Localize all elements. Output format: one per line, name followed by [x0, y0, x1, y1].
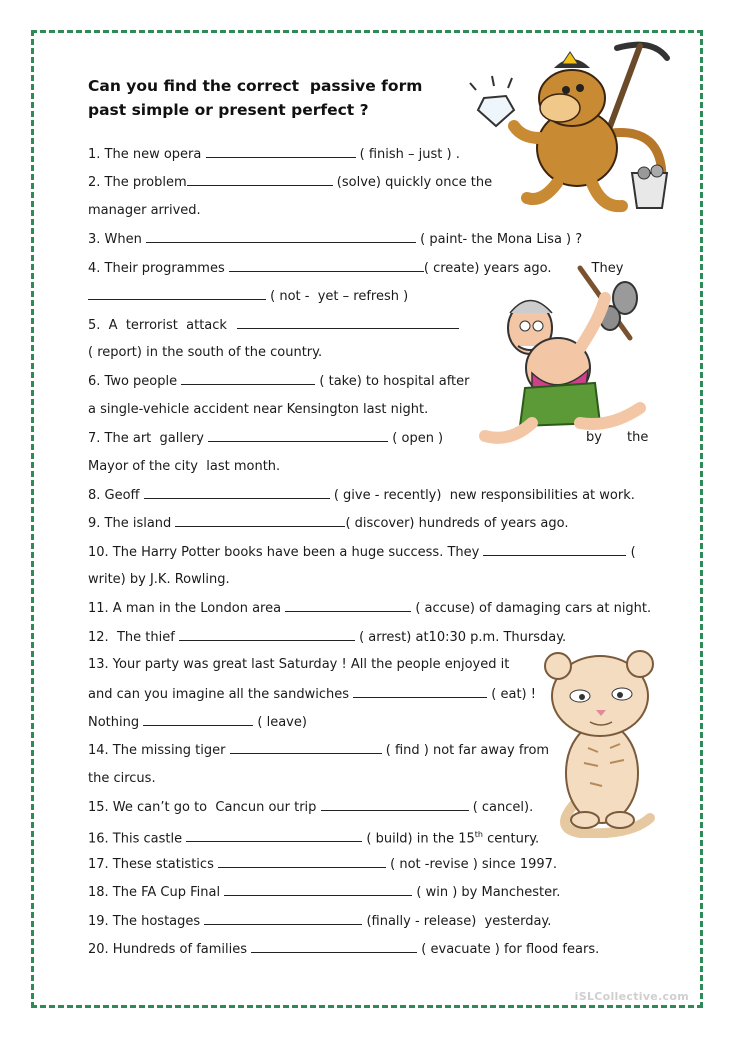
exercise-item-5: 5. A terrorist attack [88, 316, 459, 335]
exercise-item-10-cont: write) by J.K. Rowling. [88, 572, 230, 587]
exercise-item-3: 3. When ( paint- the Mona Lisa ) ? [88, 232, 583, 247]
title-line-2: past simple or present perfect ? [88, 101, 369, 119]
exercise-item-10: 10. The Harry Potter books have been a huge success. They ( [88, 545, 636, 560]
exercise-item-4-cont: ( not - yet – refresh ) [88, 287, 408, 306]
exercise-item-1: 1. The new opera ( finish – just ) . [88, 147, 460, 162]
answer-blank[interactable] [175, 514, 345, 527]
answer-blank[interactable] [353, 685, 487, 698]
exercise-item-11: 11. A man in the London area ( accuse) of damaging cars at night. [88, 601, 652, 616]
exercise-item-13: 13. Your party was great last Saturday ! All the people enjoyed it [88, 657, 510, 672]
answer-blank[interactable] [179, 628, 355, 641]
exercise-item-14: 14. The missing tiger ( find ) not far away from [88, 743, 550, 758]
exercise-item-14-cont: the circus. [88, 771, 156, 786]
answer-blank[interactable] [224, 883, 412, 896]
caveman-illustration [470, 258, 670, 458]
answer-blank[interactable] [181, 372, 315, 385]
answer-blank[interactable] [285, 599, 411, 612]
answer-blank[interactable] [218, 855, 386, 868]
answer-blank[interactable] [204, 912, 362, 925]
answer-blank[interactable] [88, 287, 266, 300]
exercise-item-6-cont: a single-vehicle accident near Kensington last night. [88, 402, 429, 417]
exercise-item-9: 9. The island ( discover) hundreds of years ago. [88, 516, 569, 531]
answer-blank[interactable] [321, 798, 469, 811]
answer-blank[interactable] [208, 429, 388, 442]
answer-blank[interactable] [146, 230, 416, 243]
exercise-item-2: 2. The problem (solve) quickly once the [88, 175, 493, 190]
exercise-item-7-by: by [586, 430, 602, 445]
answer-blank[interactable] [483, 543, 626, 556]
exercise-item-8: 8. Geoff ( give - recently) new responsibilities at work. [88, 488, 635, 503]
exercise-item-16: 16. This castle ( build) in the 15th century. [88, 830, 540, 847]
exercise-item-7-cont: Mayor of the city last month. [88, 459, 281, 474]
exercise-item-20: 20. Hundreds of families ( evacuate ) for flood fears. [88, 942, 600, 957]
exercise-item-6: 6. Two people ( take) to hospital after [88, 374, 470, 389]
answer-blank[interactable] [143, 713, 253, 726]
answer-blank[interactable] [186, 829, 362, 842]
answer-blank[interactable] [144, 486, 330, 499]
exercise-item-7-the: the [627, 430, 649, 445]
exercise-item-17: 17. These statistics ( not -revise ) since 1997. [88, 857, 558, 872]
answer-blank[interactable] [237, 316, 459, 329]
title-line-1: Can you find the correct passive form [88, 77, 423, 95]
answer-blank[interactable] [251, 940, 417, 953]
watermark-footer: iSLCollective.com [574, 990, 689, 1003]
answer-blank[interactable] [230, 741, 382, 754]
monkey-miner-illustration [462, 38, 682, 218]
answer-blank[interactable] [206, 145, 356, 158]
exercise-item-12: 12. The thief ( arrest) at10:30 p.m. Thursday. [88, 630, 567, 645]
exercise-item-19: 19. The hostages (finally - release) yesterday. [88, 914, 552, 929]
worksheet-title [88, 74, 422, 122]
exercise-item-5-cont: ( report) in the south of the country. [88, 345, 323, 360]
answer-blank[interactable] [187, 173, 333, 186]
tiger-cub-illustration [540, 648, 670, 838]
exercise-item-7: 7. The art gallery ( open ) [88, 431, 444, 446]
exercise-item-18: 18. The FA Cup Final ( win ) by Manchester. [88, 885, 561, 900]
exercise-item-15: 15. We can’t go to Cancun our trip ( cancel). [88, 800, 534, 815]
answer-blank[interactable] [229, 259, 424, 272]
exercise-item-13-cont2: Nothing ( leave) [88, 715, 307, 730]
exercise-item-4: 4. Their programmes ( create) years ago. They [88, 261, 624, 276]
exercise-item-13-cont: and can you imagine all the sandwiches ( eat) ! [88, 687, 536, 702]
exercise-item-2-cont: manager arrived. [88, 203, 201, 218]
